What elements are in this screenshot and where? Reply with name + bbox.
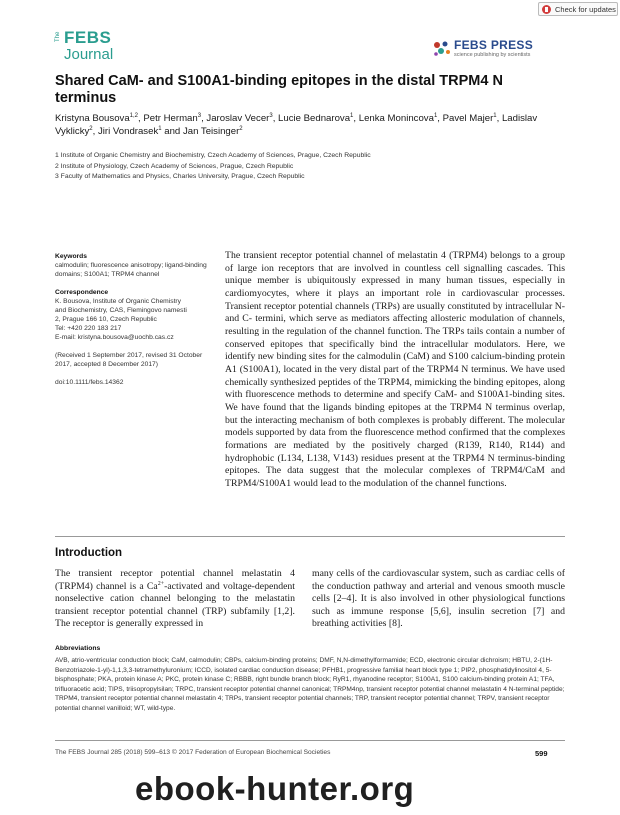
correspondence-line: 2, Prague 166 10, Czech Republic — [55, 316, 157, 323]
keywords: calmodulin; fluorescence anisotropy; ligand-binding domains; S100A1; TRPM4 channel — [55, 262, 207, 278]
footer-divider — [55, 740, 565, 741]
introduction-column-2: many cells of the cardiovascular system, such as cardiac cells of the conduction pathway and arterial and venous smooth muscle cells [2–4]. It is also involved in other physiological functions such as immune response [5,6], insulin secretion [7] and breathing activities [8]. — [312, 568, 565, 630]
author-affiliation-marker: 3 — [197, 112, 202, 119]
affiliations — [55, 151, 565, 183]
correspondence-phone: Tel: +420 220 183 217 — [55, 325, 122, 332]
affiliation-1: 1 Institute of Organic Chemistry and Biochemistry, Czech Academy of Sciences, Prague, Czech Republic — [55, 152, 371, 159]
affiliation-3: 3 Faculty of Mathematics and Physics, Charles University, Prague, Czech Republic — [55, 173, 305, 180]
ion-charge: 2+ — [157, 580, 165, 587]
author-name: Petr Herman — [143, 113, 198, 124]
abstract: The transient receptor potential channel of melastatin 4 (TRPM4) belongs to a group of large ion receptors that are involved in countless cell signalling cascades. This unique member is ubiquitously expressed in many human tissues, especially in cardiomyocytes, where it plays an important role in cardiovascular processes. Transient receptor potential channels (TRPs) are usually constituted by intracellular N- and C- termini, which serve as mediators affecting allosteric modulation of channels, resulting in the regulation of the channel function. The TRPs tails contain a number of conserved epitopes that specifically bind the intracellular modulators. Here, we identify new binding sites for the calmodulin (CaM) and S100 calcium-binding protein A1 (S100A1), located in the very distal part of the TRPM4 N terminus. We have used chemically synthesized peptides of the TRPM4, mimicking the binding epitopes, along with fluorescence methods to determine and specify CaM- and S100A1-binding sites. We have found that the ligands binding epitopes at the TRPM4 N terminus overlap, but the interacting mechanism of both complexes is probably different. The molecular models supported by data from the fluorescence method confirmed that the complexes formations are mediated by the positively charged (R139, R140, R144) and hydrophobic (L134, L138, V143) residues present at the TRPM4 N terminus-binding epitopes. The data suggest that the molecular complexes of TRPM4/CaM and TRPM4/S100A1 would lead to the modulation of the channel functions. — [225, 250, 565, 489]
page-number: 599 — [535, 749, 548, 758]
correspondence-email[interactable]: E-mail: kristyna.bousova@uochb.cas.cz — [55, 334, 174, 341]
correspondence-heading: Correspondence — [55, 289, 109, 296]
affiliation-2: 2 Institute of Physiology, Czech Academy of Sciences, Prague, Czech Republic — [55, 162, 294, 170]
author-affiliation-marker: 1 — [433, 112, 438, 119]
intro-text: The transient receptor potential channel melastatin 4 (TRPM4) channel is a Ca — [55, 568, 295, 592]
correspondence-line: K. Bousova, Institute of Organic Chemistry — [55, 298, 182, 305]
doi-link[interactable]: doi:10.1111/febs.14362 — [55, 379, 124, 386]
update-icon — [542, 5, 551, 14]
press-tagline: science publishing by scientists — [454, 52, 531, 58]
press-name: FEBS PRESS — [454, 38, 534, 52]
abbreviations-heading: Abbreviations — [55, 645, 101, 652]
author-name: Lenka Monincova — [358, 113, 434, 124]
author-affiliation-marker: 2 — [89, 125, 93, 132]
author-name: Ladislav Vyklicky — [55, 113, 538, 137]
check-for-updates-button[interactable] — [538, 2, 618, 16]
introduction-heading: Introduction — [55, 547, 123, 559]
author-list: Kristyna Bousova$^{1,2}$, Petr Herman$^3$, Jaroslav Vecer$^3$, Lucie Bednarova$^1$, Lenka Monincova$^1$, Pavel Majer$^1$, Ladislav Vyklicky$^2$, Jiri Vondrasek$^1$ and Jan Teisinger$^2$ — [55, 112, 538, 137]
febs-press-mark-icon — [432, 40, 452, 58]
logo-journal: Journal — [64, 46, 114, 63]
author-affiliation-marker: 1 — [350, 112, 354, 119]
febs-press-logo — [432, 38, 562, 64]
section-divider — [55, 536, 565, 537]
author-affiliation-marker: 1 — [158, 125, 162, 132]
logo-the: The — [55, 31, 61, 42]
intro-text: -activated and voltage-dependent nonselective cation channel belonging to the melastatin transient receptor potential channel (TRP) subfamily [1,2]. The receptor is generally expressed in — [55, 580, 295, 630]
author-name: Jiri Vondrasek — [97, 126, 159, 137]
author-affiliation-marker: 3 — [269, 112, 273, 119]
author-name: Kristyna Bousova — [55, 113, 130, 124]
journal-logo — [55, 28, 125, 68]
introduction-column-1 — [55, 568, 295, 631]
check-updates-label: Check for updates — [555, 5, 616, 14]
article-title: Shared CaM- and S100A1-binding epitopes in the distal TRPM4 N terminus — [55, 73, 503, 106]
author-affiliation-marker: 1,2 — [129, 112, 138, 119]
correspondence-line: and Biochemistry, CAS, Flemingovo namesti — [55, 307, 187, 314]
author-affiliation-marker: 2 — [239, 125, 243, 132]
author-affiliation-marker: 1 — [493, 112, 497, 119]
abbreviations-text: AVB, atrio-ventricular conduction block; CaM, calmodulin; CBPs, calcium-binding proteins; DMF, N,N-dimethylformamide; ECD, electronic circular dichroism; HBTU, 2-(1H-Benzotriazole-1-yl)-1,1,3,3-tetramethyluronium; ICCD, isolated cardiac conduction disease; PFHB1, progressive familial heart block type 1; PIP2, phosphatidylinositol 4, 5- bisphosphate; PKA, protein kinase A; PKC, protein kinase C; RBBB, right bundle branch block; RyR1, rhyanodine receptor; S100A1, S100 calcium-binding protein A1; TFA, trifluoracetic acid; TIPS, triisopropylsilan; TRPC, transient receptor potential channel canonical; TRPM4np, transient receptor potential channel melastatin 4 N-terminal peptide; TRPM4, transient receptor potential channel melastatin 4; TRPs, transient receptor potential channels; TRP, transient receptor potential channel; TRPV, transient receptor potential channel vanilloid; WT, wild-type. — [55, 657, 565, 712]
logo-febs: FEBS — [64, 28, 112, 47]
received-dates: (Received 1 September 2017, revised 31 October 2017, accepted 8 December 2017) — [55, 352, 203, 368]
article-sidebar — [55, 252, 213, 396]
keywords-heading: Keywords — [55, 253, 87, 260]
footer-citation: The FEBS Journal 285 (2018) 599–613 © 2017 Federation of European Biochemical Societies — [55, 749, 331, 756]
author-name: Lucie Bednarova — [278, 113, 351, 124]
watermark: ebook-hunter.org — [135, 770, 415, 807]
author-name: Pavel Majer — [442, 113, 494, 124]
author-name: Jan Teisinger — [182, 126, 240, 137]
author-name: Jaroslav Vecer — [206, 113, 270, 124]
